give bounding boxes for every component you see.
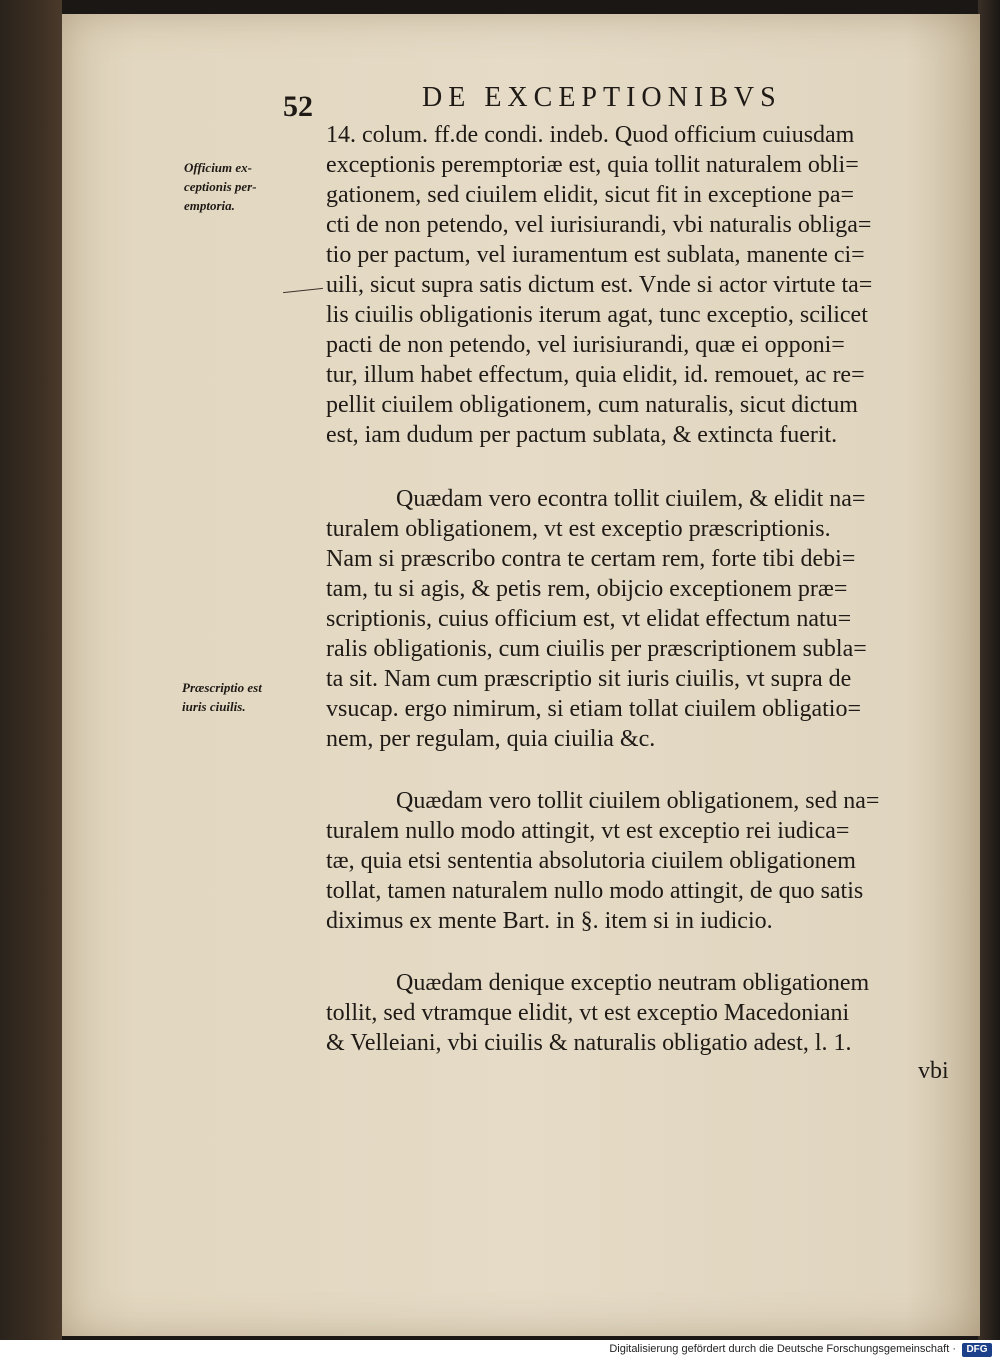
margin-note-line: Præscriptio est <box>182 680 262 695</box>
text-line: tæ, quia etsi sententia absolutoria ciuilem obligationem <box>326 848 856 874</box>
digitization-footer <box>0 1340 1000 1361</box>
margin-note-line: emptoria. <box>184 198 235 213</box>
footer-credit: Digitalisierung gefördert durch die Deutsche Forschungsgemeinschaft · <box>609 1343 956 1355</box>
text-line: scriptionis, cuius officium est, vt elidat effectum natu= <box>326 606 852 632</box>
text-line: tollat, tamen naturalem nullo modo attingit, de quo satis <box>326 878 864 904</box>
text-line: nem, per regulam, quia ciuilia &c. <box>326 726 656 752</box>
text-line: turalem nullo modo attingit, vt est exceptio rei iudica= <box>326 818 850 844</box>
margin-note-praescriptio <box>182 678 262 716</box>
text-line: tollit, sed vtramque elidit, vt est exceptio Macedoniani <box>326 1000 850 1026</box>
text-line: diximus ex mente Bart. in §. item si in iudicio. <box>326 908 773 934</box>
text-line: gationem, sed ciuilem elidit, sicut fit in exceptione pa= <box>326 182 855 208</box>
text-line: vsucap. ergo nimirum, si etiam tollat ciuilem obligatio= <box>326 696 861 722</box>
text-line: lis ciuilis obligationis iterum agat, tunc exceptio, scilicet <box>326 302 868 328</box>
text-line: tur, illum habet effectum, quia elidit, id. remouet, ac re= <box>326 362 865 388</box>
dfg-logo: DFG <box>962 1343 992 1357</box>
text-line: ralis obligationis, cum ciuilis per præscriptionem subla= <box>326 636 867 662</box>
text-line: exceptionis peremptoriæ est, quia tollit naturalem obli= <box>326 152 859 178</box>
margin-note-line: ceptionis per- <box>184 179 257 194</box>
text-line: Quædam denique exceptio neutram obligationem <box>396 970 870 996</box>
margin-note-officium <box>184 158 257 215</box>
page-number: 52 <box>283 90 313 123</box>
text-line: tam, tu si agis, & petis rem, obijcio exceptionem præ= <box>326 576 848 602</box>
text-line: pacti de non petendo, vel iurisiurandi, quæ ei opponi= <box>326 332 845 358</box>
text-line: turalem obligationem, vt est exceptio præscriptionis. <box>326 516 831 542</box>
margin-note-line: iuris ciuilis. <box>182 699 246 714</box>
text-line: Nam si præscribo contra te certam rem, forte tibi debi= <box>326 546 856 572</box>
page-edge <box>978 0 1000 1340</box>
catchword: vbi <box>918 1058 949 1084</box>
text-line: uili, sicut supra satis dictum est. Vnde si actor virtute ta= <box>326 272 873 298</box>
running-head: DE EXCEPTIONIBVS <box>422 82 782 113</box>
text-line: Quædam vero tollit ciuilem obligationem, sed na= <box>396 788 880 814</box>
text-line: pellit ciuilem obligationem, cum naturalis, sicut dictum <box>326 392 858 418</box>
text-line: cti de non petendo, vel iurisiurandi, vbi naturalis obliga= <box>326 212 872 238</box>
text-line: est, iam dudum per pactum sublata, & extincta fuerit. <box>326 422 838 448</box>
margin-note-line: Officium ex- <box>184 160 252 175</box>
text-line: Quædam vero econtra tollit ciuilem, & elidit na= <box>396 486 866 512</box>
book-spine <box>0 0 62 1340</box>
text-line: & Velleiani, vbi ciuilis & naturalis obligatio adest, l. 1. <box>326 1030 852 1056</box>
text-line: ta sit. Nam cum præscriptio sit iuris ciuilis, vt supra de <box>326 666 852 692</box>
text-line: tio per pactum, vel iuramentum est sublata, manente ci= <box>326 242 865 268</box>
text-line: 14. colum. ff.de condi. indeb. Quod officium cuiusdam <box>326 122 855 148</box>
